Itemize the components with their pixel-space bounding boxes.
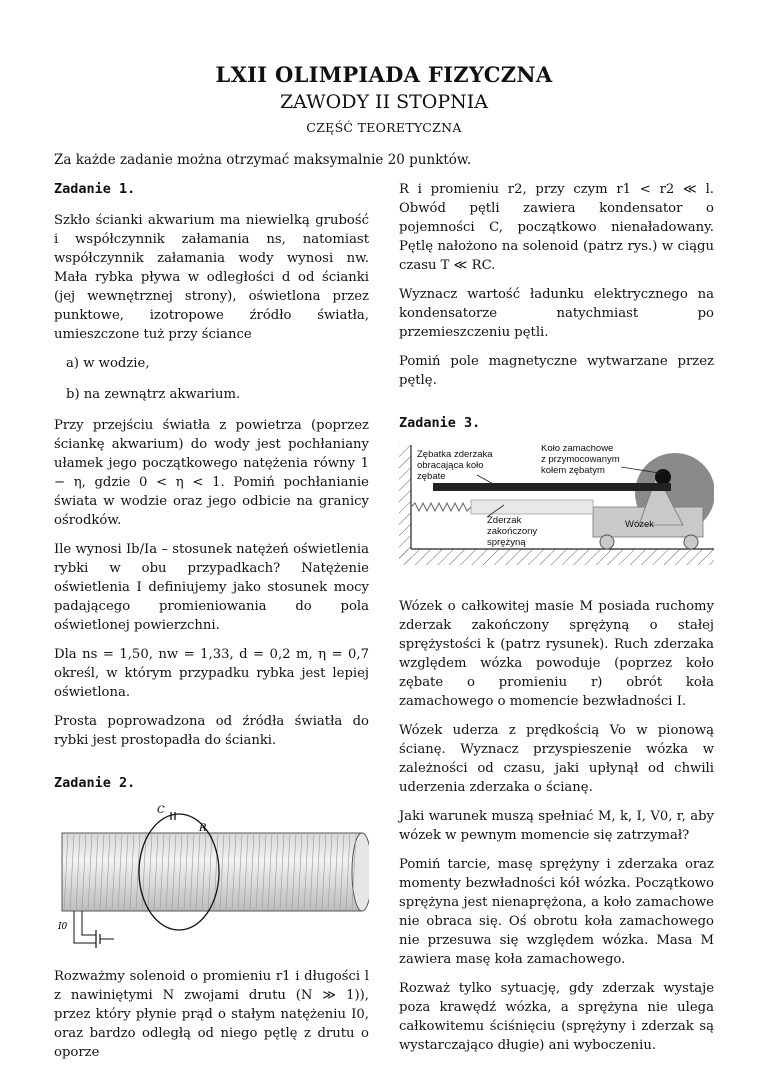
- bumper-label-3: sprężyną: [487, 537, 526, 548]
- supply-wire: [74, 911, 96, 943]
- flywheel-label-1: Koło zamachowe: [541, 445, 614, 454]
- task3-heading: Zadanie 3.: [399, 415, 481, 431]
- solenoid-figure: [54, 805, 369, 955]
- cart-wheel-left: [600, 535, 614, 549]
- task1-paragraph-2: Przy przejściu światła z powietrza (poprzez ściankę akwarium) do wody jest pochłaniany ułamek jego początkowego natężenia równy 1 − η, gdzie 0 < η < 1. Pomiń pochłanianie świata w wodzie oraz jego odbicie na granicy ośrodków.: [54, 418, 369, 528]
- solenoid-end: [352, 833, 369, 911]
- task3-paragraph-1: Wózek o całkowitej masie M posiada ruchomy zderzak zakończony sprężyną o stałej sprężystości k (patrz rysunek). Ruch zderzaka względem wózka powoduje (poprzez koło zębate o promieniu r) obrót koła zamachowego o momencie bezwładności I.: [399, 599, 714, 709]
- right-column: [399, 180, 714, 1065]
- rack-label-3: zębate: [417, 471, 446, 482]
- intro-text: Za każde zadanie można otrzymać maksymalnie 20 punktów.: [54, 152, 472, 168]
- capacitor-label: C: [157, 805, 165, 816]
- task2-heading: Zadanie 2.: [54, 775, 136, 791]
- wall-hatch: [399, 445, 411, 565]
- solenoid-body: [62, 833, 362, 911]
- rack-label-2: obracająca koło: [417, 460, 484, 471]
- task2-paragraph-3: Wyznacz wartość ładunku elektrycznego na kondensatorze natychmiast po przemieszczeniu pętli.: [399, 287, 714, 340]
- page-subtitle: ZAWODY II STOPNIA: [279, 91, 489, 113]
- task3-paragraph-2: Wózek uderza z prędkością Vo w pionową ścianę. Wyznacz przyspieszenie wózka w zależności od czasu, jaki upłynął od chwili uderzenia zderzaka o ścianę.: [399, 723, 714, 795]
- cart-label: Wózek: [625, 519, 655, 530]
- task3-paragraph-5: Rozważ tylko sytuację, gdy zderzak wystaje poza krawędź wózka, a sprężyna nie ulega całkowitemu ściśnięciu (sprężyny i zderzak są wystarczająco długie) ani wyboczeniu.: [399, 981, 714, 1053]
- bumper-label-2: zakończony: [487, 526, 538, 537]
- cart-figure: [399, 445, 714, 585]
- task1-item-a: a) w wodzie,: [66, 356, 150, 371]
- rack-label-1: Zębatka zderzaka: [417, 449, 493, 460]
- task2-paragraph-1: Rozważmy solenoid o promieniu r1 i długości l z nawiniętymi N zwojami drutu (N ≫ 1)), przez który płynie prąd o stałym natężeniu I0, oraz bardzo odległą od niego pętlę z drutu o oporze: [54, 969, 369, 1060]
- gear-wheel: [655, 469, 671, 485]
- task2-paragraph-2: R i promieniu r2, przy czym r1 < r2 ≪ l. Obwód pętli zawiera kondensator o pojemności C, początkowo nienaładowany. Pętlę nałożono na solenoid (patrz rys.) w ciągu czasu T ≪ RC.: [399, 182, 714, 273]
- task1-paragraph-3: Ile wynosi Ib/Ia – stosunek natężeń oświetlenia rybki w obu przypadkach? Natężenie oświetlenia I definiujemy jako stosunek mocy padającego promieniowania do pola oświetlonej powierzchni.: [54, 542, 369, 633]
- page-title: LXII OLIMPIADA FIZYCZNA: [215, 62, 553, 87]
- task2-paragraph-4: Pomiń pole magnetyczne wytwarzane przez pętlę.: [399, 354, 714, 388]
- rack-bar: [433, 483, 671, 491]
- task1-paragraph-5: Prosta poprowadzona od źródła światła do rybki jest prostopadła do ścianki.: [54, 714, 369, 748]
- task1-item-b: b) na zewnątrz akwarium.: [66, 387, 241, 402]
- bumper-bar: [471, 500, 593, 514]
- floor-hatch: [399, 549, 714, 565]
- flywheel-label-3: kołem zębatym: [541, 465, 605, 476]
- current-label: I0: [58, 922, 68, 932]
- supply-wire: [82, 911, 96, 935]
- spring: [411, 503, 471, 511]
- task1-paragraph-1: Szkło ścianki akwarium ma niewielką grubość i współczynnik załamania ns, natomiast współczynnik załamania wody wynosi nw. Mała rybka pływa w odległości d od ścianki (jej wewnętrznej strony), oświetlona przez punktowe, izotropowe źródło światła, umieszczone tuż przy ściance: [54, 213, 369, 342]
- left-column: [54, 180, 369, 1072]
- cart-wheel-right: [684, 535, 698, 549]
- task3-paragraph-4: Pomiń tarcie, masę sprężyny i zderzaka oraz momenty bezwładności kół wózka. Początkowo sprężyna jest nienaprężona, a koło zamachowe nie obraca się. Oś obrotu koła zamachowego nie przesuwa się względem wózka. Masa M zawiera masę koła zamachowego.: [399, 857, 714, 967]
- resistance-label: R: [199, 823, 207, 834]
- task3-paragraph-3: Jaki warunek muszą spełniać M, k, I, V0, r, aby wózek w pewnym momencie się zatrzymał?: [399, 809, 714, 843]
- bumper-label-1: Zderzak: [487, 515, 522, 526]
- task1-paragraph-4: Dla ns = 1,50, nw = 1,33, d = 0,2 m, η = 0,7 określ, w którym przypadku rybka jest lepiej oświetlona.: [54, 647, 369, 700]
- section-title: CZĘŚĆ TEORETYCZNA: [306, 120, 462, 135]
- task1-heading: Zadanie 1.: [54, 181, 136, 197]
- flywheel-label-2: z przymocowanym: [541, 454, 620, 465]
